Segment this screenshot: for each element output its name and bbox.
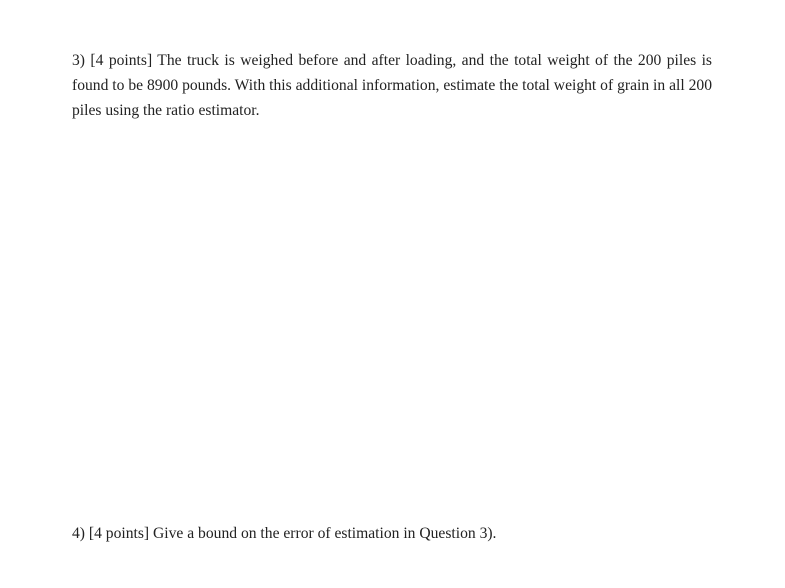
question-4 (72, 521, 712, 546)
question-4-points: [4 points] (88, 525, 150, 542)
question-3-text: The truck is weighed before and after loading, and the total weight of the 200 piles is found to be 8900 pounds. With this additional information, estimate the total weight of grain in all 200 piles using the ratio estimator. (72, 52, 712, 119)
question-3-points: [4 points] (90, 52, 153, 69)
question-4-text: Give a bound on the error of estimation in Question 3). (153, 525, 497, 542)
question-3 (72, 48, 712, 123)
question-4-number: 4) (72, 525, 85, 542)
question-3-number: 3) (72, 52, 85, 69)
